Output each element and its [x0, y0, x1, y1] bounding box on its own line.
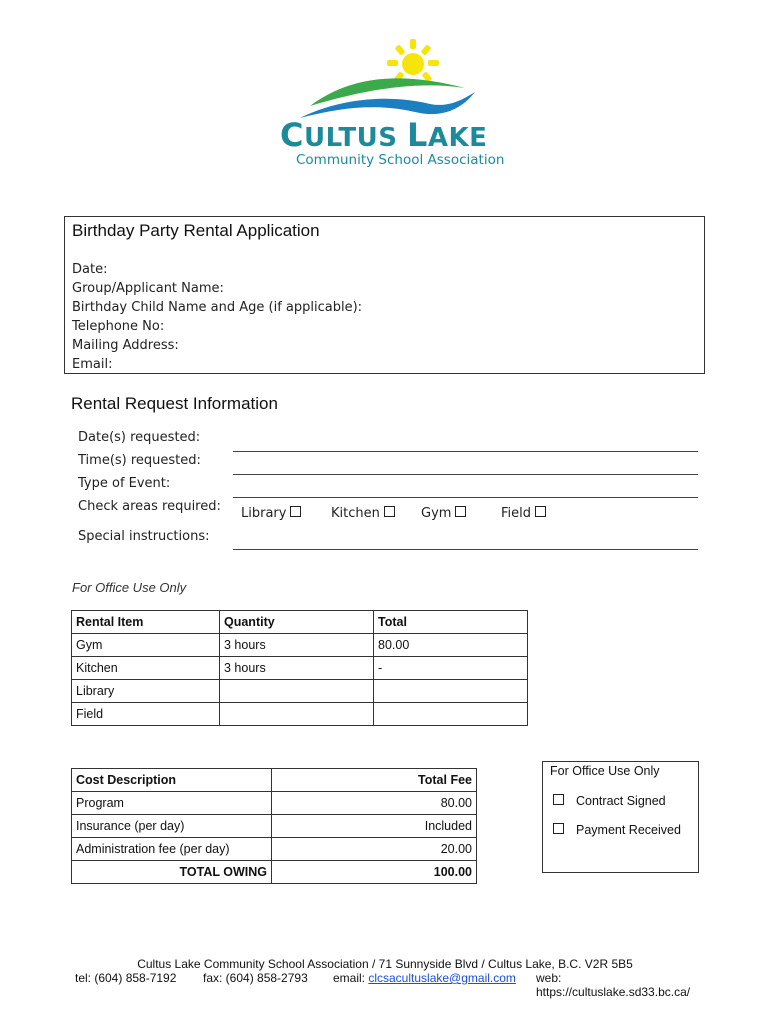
cost-table — [71, 768, 477, 884]
table-cell: Field — [72, 703, 220, 726]
dates-requested-line[interactable] — [233, 451, 698, 452]
event-type-line[interactable] — [233, 497, 698, 498]
footer-web: web: https://cultuslake.sd33.bc.ca/ — [536, 971, 691, 999]
table-row — [72, 815, 477, 838]
table-header: Cost Description — [72, 769, 272, 792]
footer-fax: fax: (604) 858-2793 — [203, 971, 308, 985]
table-cell: Gym — [72, 634, 220, 657]
application-box — [64, 216, 705, 374]
table-cell — [220, 703, 374, 726]
special-instructions-label: Special instructions: — [78, 529, 210, 544]
table-row — [72, 703, 528, 726]
rental-request-title: Rental Request Information — [71, 394, 278, 413]
table-cell: 3 hours — [220, 657, 374, 680]
area-field-checkbox[interactable]: Field — [501, 506, 546, 521]
table-row — [72, 838, 477, 861]
footer-address: Cultus Lake Community School Association / 71 Sunnyside Blvd / Cultus Lake, B.C. V2R 5B5 — [137, 957, 633, 971]
table-header-row — [72, 769, 477, 792]
total-owing-label: TOTAL OWING — [72, 861, 272, 884]
table-row — [72, 634, 528, 657]
table-row — [72, 680, 528, 703]
contract-signed-checkbox[interactable]: Contract Signed — [553, 794, 666, 808]
area-kitchen-checkbox[interactable]: Kitchen — [331, 506, 395, 521]
logo-graphic — [250, 36, 520, 126]
table-cell: 3 hours — [220, 634, 374, 657]
table-cell: Administration fee (per day) — [72, 838, 272, 861]
logo-subtitle: Community School Association — [296, 152, 505, 168]
table-cell: - — [374, 657, 528, 680]
date-field-label: Date: — [72, 262, 108, 277]
child-name-label: Birthday Child Name and Age (if applicable): — [72, 300, 363, 315]
table-header: Total — [374, 611, 528, 634]
table-header-row — [72, 611, 528, 634]
times-requested-label: Time(s) requested: — [78, 453, 201, 468]
table-cell: 80.00 — [374, 634, 528, 657]
times-requested-line[interactable] — [233, 474, 698, 475]
table-row — [72, 792, 477, 815]
logo-name: CULTUS LAKE — [280, 116, 488, 154]
rental-items-table — [71, 610, 528, 726]
footer-tel: tel: (604) 858-7192 — [75, 971, 177, 985]
special-instructions-line[interactable] — [233, 549, 698, 550]
table-header: Total Fee — [272, 769, 477, 792]
office-use-box-title: For Office Use Only — [550, 764, 660, 778]
footer-email: email: clcsacultuslake@gmail.com — [333, 971, 516, 985]
table-cell: 80.00 — [272, 792, 477, 815]
total-row — [72, 861, 477, 884]
table-cell: Library — [72, 680, 220, 703]
payment-received-checkbox[interactable]: Payment Received — [553, 823, 681, 837]
application-title: Birthday Party Rental Application — [72, 221, 320, 240]
table-cell: Insurance (per day) — [72, 815, 272, 838]
logo — [250, 36, 520, 178]
area-library-checkbox[interactable]: Library — [241, 506, 301, 521]
event-type-label: Type of Event: — [78, 476, 171, 491]
table-row — [72, 657, 528, 680]
table-cell: Program — [72, 792, 272, 815]
office-use-label: For Office Use Only — [72, 580, 187, 595]
area-gym-checkbox[interactable]: Gym — [421, 506, 466, 521]
table-cell — [374, 703, 528, 726]
table-cell — [374, 680, 528, 703]
applicant-name-label: Group/Applicant Name: — [72, 281, 224, 296]
table-cell: Kitchen — [72, 657, 220, 680]
email-link[interactable]: clcsacultuslake@gmail.com — [368, 971, 516, 985]
dates-requested-label: Date(s) requested: — [78, 430, 201, 445]
telephone-label: Telephone No: — [72, 319, 165, 334]
mailing-address-label: Mailing Address: — [72, 338, 179, 353]
table-header: Quantity — [220, 611, 374, 634]
areas-required-label: Check areas required: — [78, 499, 221, 514]
table-cell: Included — [272, 815, 477, 838]
table-cell — [220, 680, 374, 703]
table-header: Rental Item — [72, 611, 220, 634]
email-label: Email: — [72, 357, 113, 372]
table-cell: 20.00 — [272, 838, 477, 861]
total-owing-value: 100.00 — [272, 861, 477, 884]
footer-contacts — [75, 971, 715, 999]
office-use-box — [542, 761, 699, 873]
